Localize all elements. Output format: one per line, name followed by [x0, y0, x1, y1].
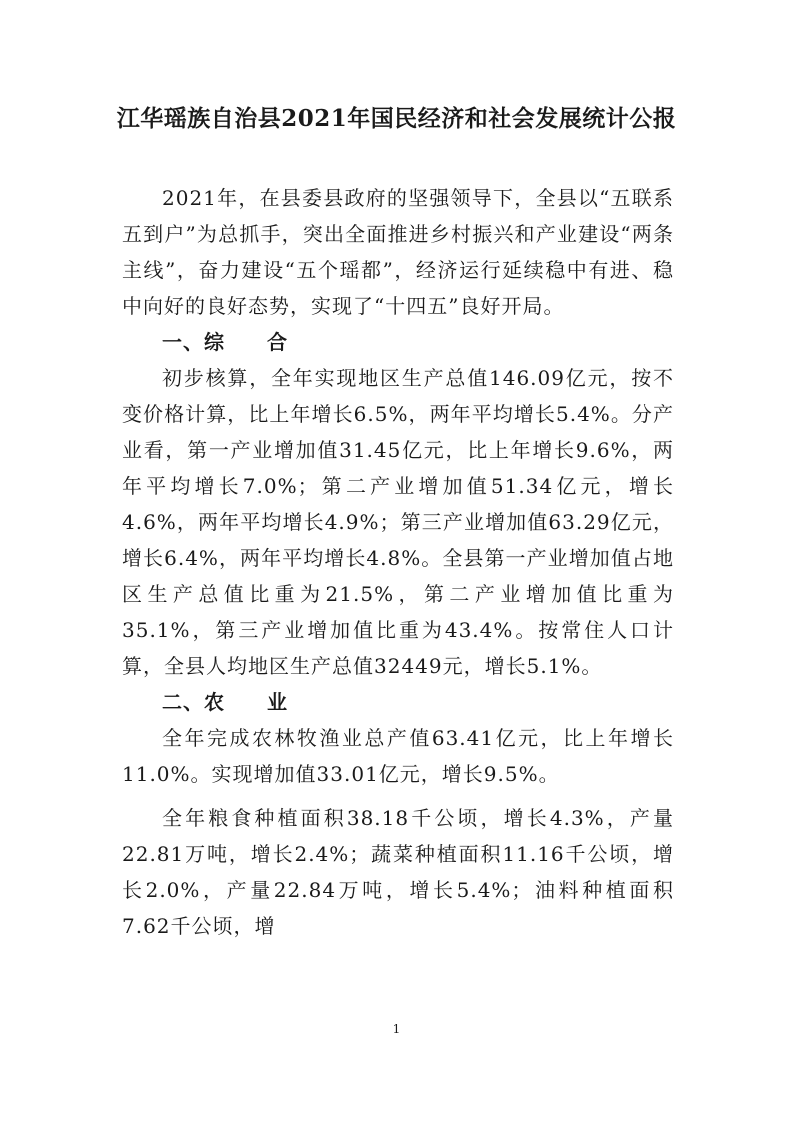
paragraph-agriculture-crops: 全年粮食种植面积38.18千公顷，增长4.3%，产量22.81万吨，增长2.4%；蔬菜种植面积11.16千公顷，增长2.0%，产量22.84万吨，增长5.4%；油料种植面积7.62千公顷，增	[122, 806, 674, 938]
page-number: 1	[392, 1022, 401, 1036]
document-body	[122, 180, 674, 944]
section-heading-comprehensive: 一、综 合	[162, 330, 288, 354]
section-heading-agriculture: 二、农 业	[162, 690, 288, 714]
intro-paragraph: 2021年，在县委县政府的坚强领导下，全县以“五联系五到户”为总抓手，突出全面推进乡村振兴和产业建设“两条主线”，奋力建设“五个瑶都”，经济运行延续稳中有进、稳中向好的良好态势，实现了“十四五”良好开局。	[122, 186, 674, 318]
paragraph-comprehensive: 初步核算，全年实现地区生产总值146.09亿元，按不变价格计算，比上年增长6.5%，两年平均增长5.4%。分产业看，第一产业增加值31.45亿元，比上年增长9.6%，两年平均增长7.0%；第二产业增加值51.34亿元，增长4.6%，两年平均增长4.9%；第三产业增加值63.29亿元，增长6.4%，两年平均增长4.8%。全县第一产业增加值占地区生产总值比重为21.5%，第二产业增加值比重为35.1%，第三产业增加值比重为43.4%。按常住人口计算，全县人均地区生产总值32449元，增长5.1%。	[122, 366, 674, 678]
document-title: 江华瑶族自治县2021年国民经济和社会发展统计公报	[116, 105, 677, 132]
paragraph-agriculture-output: 全年完成农林牧渔业总产值63.41亿元，比上年增长11.0%。实现增加值33.01亿元，增长9.5%。	[122, 726, 674, 786]
